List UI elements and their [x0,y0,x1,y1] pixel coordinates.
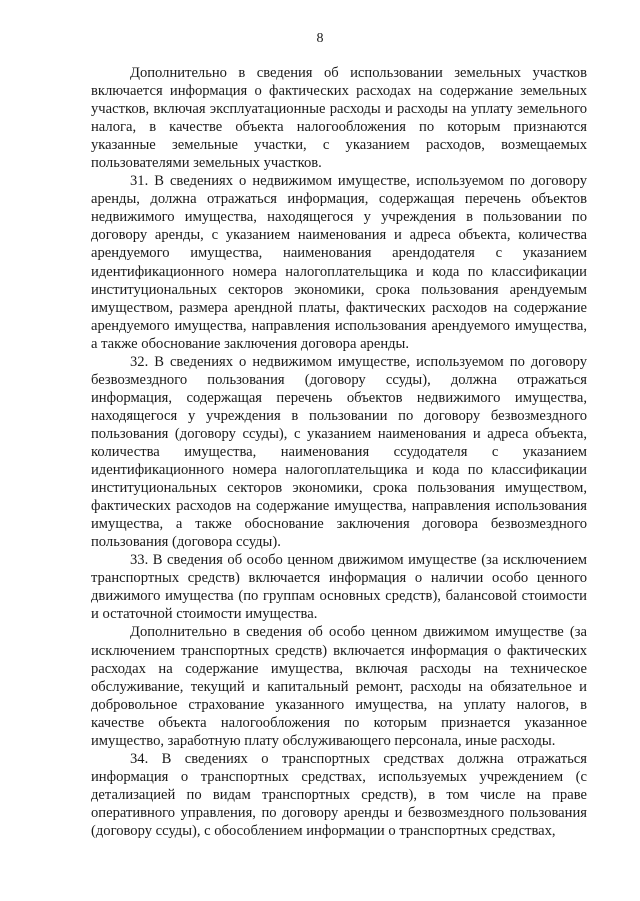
paragraph-33-movable-property: 33. В сведения об особо ценном движимом имуществе (за исключением транспортных средств) включается информация о наличии особо ценного движимого имущества (по группам основных средств), балансовой стоимости и остаточной стоимости имущества. [91,552,587,623]
paragraph-32-free-use: 32. В сведениях о недвижимом имуществе, используемом по договору безвозмездного пользования (договору ссуды), должна отражаться информация, содержащая перечень объектов недвижимого имущества, находящегося у учреждения в пользовании по договору безвозмездного пользования (договору ссуды), с указанием наименования и адреса объекта, количества имущества, наименования ссудодателя с указанием идентификационного номера налогоплательщика и кода по классификации институциональных секторов экономики, срока пользования имуществом, фактических расходов на содержание имущества, направления использования имущества, а также обоснование заключения договора безвозмездного пользования (договора ссуды). [91,353,587,551]
paragraph-land-expenses: Дополнительно в сведения об использовании земельных участков включается информация о фактических расходах на содержание земельных участков, включая эксплуатационные расходы и расходы на уплату земельного налога, в качестве объекта налогообложения по которым признаются указанные земельные участки, с указанием расходов, возмещаемых пользователями земельных участков. [91,65,587,172]
paragraph-movable-expenses: Дополнительно в сведения об особо ценном движимом имуществе (за исключением транспортных средств) включается информация о фактических расходах на содержание имущества, включая расходы на техническое обслуживание, текущий и капитальный ремонт, расходы на обязательное и добровольное страхование указанного имущества, на уплату налогов, в качестве объекта налогообложения по которым признается указанное имущество, заработную плату обслуживающего персонала, иные расходы. [91,624,587,749]
page-number: 8 [316,31,324,46]
paragraph-34-vehicles: 34. В сведениях о транспортных средствах должна отражаться информация о транспортных средствах, используемых учреждением (с детализацией по видам транспортных средств), в том числе на праве оперативного управления, по договору аренды и безвозмездного пользования (договору ссуды), с обособлением информации о транспортных средствах, [91,750,587,839]
paragraph-31-lease: 31. В сведениях о недвижимом имуществе, используемом по договору аренды, должна отражаться информация, содержащая перечень объектов недвижимого имущества, находящегося у учреждения в пользовании по договору аренды, с указанием наименования и адреса объекта, количества арендуемого имущества, наименования арендодателя с указанием идентификационного номера налогоплательщика и кода по классификации институциональных секторов экономики, срока пользования арендуемым имуществом, размера арендной платы, фактических расходов на содержание арендуемого имущества, направления использования арендуемого имущества, а также обоснование заключения договора аренды. [91,173,587,352]
document-body [91,64,587,840]
